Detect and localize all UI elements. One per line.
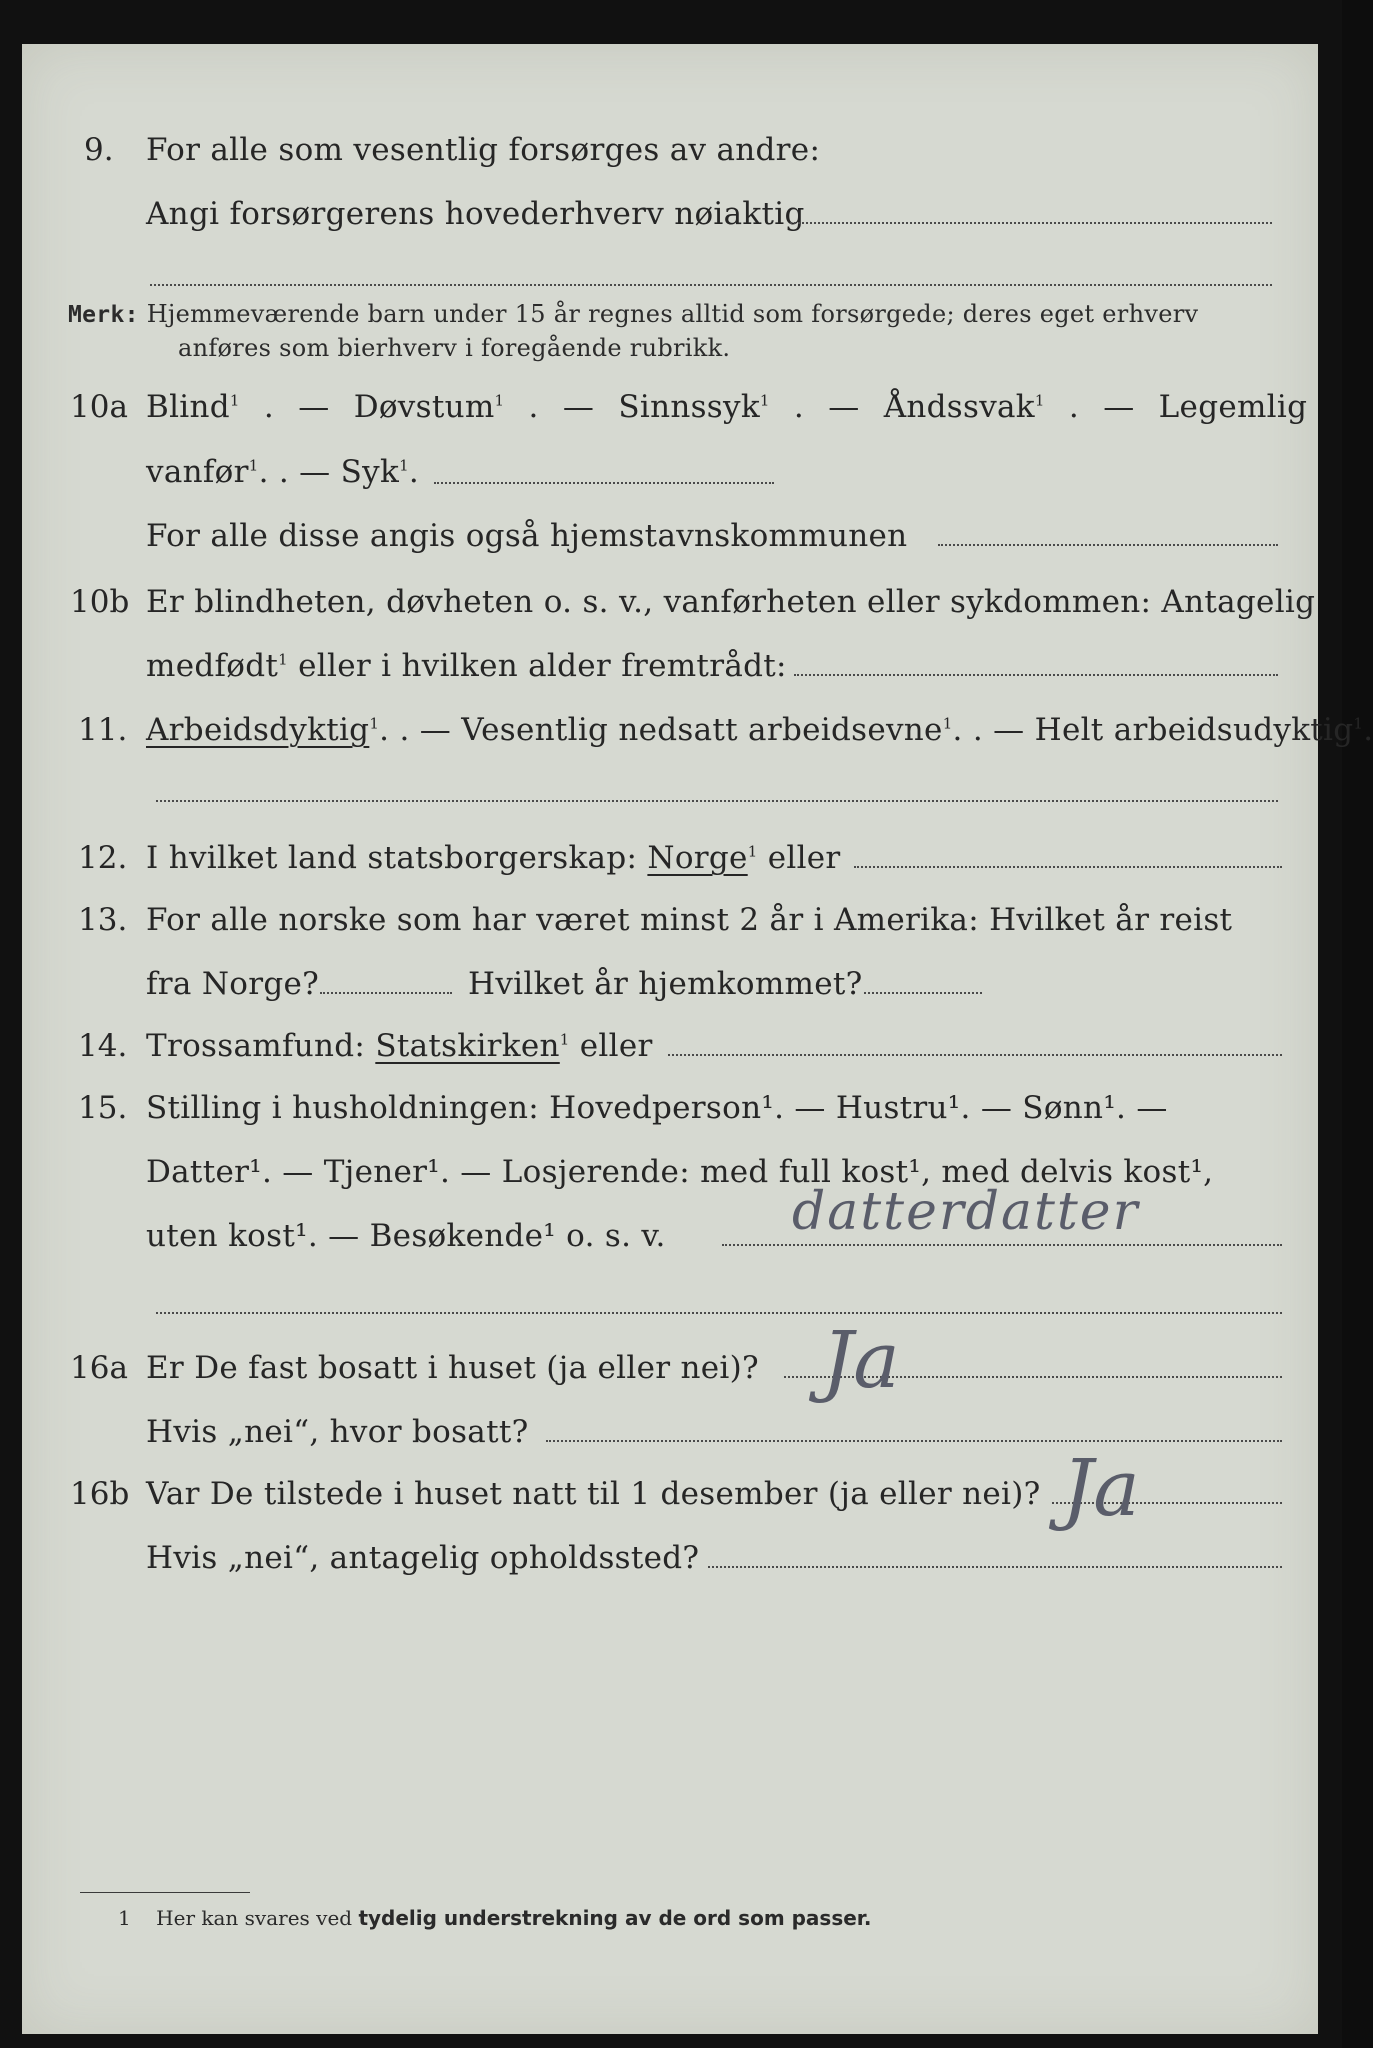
fn-mark: 1	[278, 650, 288, 669]
q10a-dash: . —	[528, 389, 595, 425]
fn-mark: 1	[248, 456, 259, 475]
q11-answer-line[interactable]	[156, 800, 1278, 802]
footnote-text-bold: tydelig understrekning av de ord som passer.	[358, 1906, 872, 1930]
q11-number: 11.	[78, 712, 128, 748]
q16a-text-1: Er De fast bosatt i huset (ja eller nei)?	[146, 1350, 759, 1386]
q10a-dash: . —	[793, 389, 860, 425]
q11-nedsatt[interactable]: Vesentlig nedsatt arbeidsevne	[461, 712, 943, 748]
q14-eller: eller	[579, 1028, 653, 1064]
q16a-text-2: Hvis „nei“, hvor bosatt?	[146, 1414, 529, 1450]
q13-hjemkommet-line[interactable]	[864, 992, 982, 994]
footnote-rule	[80, 1892, 250, 1893]
q10a-sinnssyk[interactable]: Sinnssyk	[618, 389, 760, 425]
q11-text: Arbeidsdyktig$^1$. . — Vesentlig nedsatt arbeidsevne$^1$. . — Helt arbeidsudyktig$^1$.	[146, 712, 1373, 748]
q10b-medfodt[interactable]: medfødt	[146, 648, 279, 684]
footnote-text: Her kan svares ved	[156, 1906, 353, 1930]
q16b-text-1: Var De tilstede i huset natt til 1 desember (ja eller nei)?	[146, 1476, 1041, 1512]
q13-text-3: Hvilket år hjemkommet?	[468, 966, 863, 1002]
q16a-bosatt-line[interactable]	[546, 1440, 1282, 1442]
q11-dash: . —	[972, 712, 1025, 748]
q15-answer-line[interactable]	[722, 1244, 1282, 1246]
fn-mark: 1	[494, 391, 505, 410]
merk-note	[68, 300, 1198, 328]
q12-norge-underlined[interactable]: Norge	[647, 840, 748, 876]
footnote	[118, 1906, 871, 1930]
q16a-handwritten-answer: Ja	[822, 1316, 900, 1406]
q10a-dovstum[interactable]: Døvstum	[353, 389, 495, 425]
merk-label: Merk:	[68, 302, 139, 328]
q15-text-3: uten kost¹. — Besøkende¹ o. s. v.	[146, 1218, 666, 1254]
q16b-handwritten-answer: Ja	[1062, 1444, 1140, 1534]
q11-arbeidsdyktig-underlined[interactable]: Arbeidsdyktig	[146, 712, 370, 748]
q14-question: Trossamfund:	[146, 1028, 366, 1064]
q10a-vanfor[interactable]: vanfør	[146, 454, 249, 490]
q13-reist-line[interactable]	[320, 992, 452, 994]
q10a-line-2: vanfør$^1$. . — Syk$^1$.	[146, 454, 420, 490]
q12-answer-line[interactable]	[854, 866, 1282, 868]
q10a-legemlig[interactable]: Legemlig	[1158, 389, 1308, 425]
q10a-line-3: For alle disse angis også hjemstavnskommunen	[146, 518, 908, 554]
q16b-opphold-line[interactable]	[708, 1566, 1282, 1568]
q9-answer-line-2[interactable]	[150, 284, 1272, 286]
q9-text-2: Angi forsørgerens hovederhverv nøiaktig	[146, 196, 805, 232]
merk-text-1: Hjemmeværende barn under 15 år regnes alltid som forsørgede; deres eget erhverv	[146, 300, 1199, 328]
form-page	[22, 44, 1373, 2034]
q10a-syk[interactable]: Syk	[340, 454, 400, 490]
q9-text-1: For alle som vesentlig forsørges av andre:	[146, 132, 821, 168]
q9-answer-line[interactable]	[790, 222, 1272, 224]
q10b-text-2	[146, 648, 787, 684]
fn-mark: 1	[399, 456, 409, 475]
fn-mark: 1	[747, 842, 758, 861]
q16b-text-2: Hvis „nei“, antagelig opholdssted?	[146, 1540, 700, 1576]
q9-number: 9.	[84, 132, 114, 168]
q14-number: 14.	[78, 1028, 128, 1064]
fn-mark: 1	[369, 714, 380, 733]
fn-mark: 1	[1034, 391, 1045, 410]
q10a-number: 10a	[70, 389, 128, 425]
q10a-dash: . —	[1068, 389, 1135, 425]
q12-text	[146, 840, 841, 876]
q10b-alder: eller i hvilken alder fremtrådt:	[298, 648, 787, 684]
q14-answer-line[interactable]	[668, 1054, 1282, 1056]
q11-dash: . —	[399, 712, 452, 748]
q12-number: 12.	[78, 840, 128, 876]
q16b-number: 16b	[70, 1476, 130, 1512]
fn-mark: 1	[759, 391, 770, 410]
q10a-kommune-line[interactable]	[938, 544, 1278, 546]
q13-text-1: For alle norske som har været minst 2 år i Amerika: Hvilket år reist	[146, 902, 1233, 938]
q10a-dash: . —	[263, 389, 330, 425]
q14-statskirken-underlined[interactable]: Statskirken	[375, 1028, 560, 1064]
q13-text-2: fra Norge?	[146, 966, 320, 1002]
q10b-text-1: Er blindheten, døvheten o. s. v., vanførheten eller sykdommen: Antagelig	[146, 584, 1316, 620]
q16a-number: 16a	[70, 1350, 128, 1386]
footnote-mark: 1	[118, 1906, 131, 1930]
q13-number: 13.	[78, 902, 128, 938]
q15-text-1: Stilling i husholdningen: Hovedperson¹. — Hustru¹. — Sønn¹. —	[146, 1090, 1168, 1126]
fn-mark: 1	[229, 391, 240, 410]
q10a-blind[interactable]: Blind	[146, 389, 230, 425]
q10a-dash: . —	[278, 454, 331, 490]
q15-number: 15.	[78, 1090, 128, 1126]
fn-mark: 1	[942, 714, 953, 733]
fn-mark: 1	[1353, 714, 1364, 733]
q11-udyktig[interactable]: Helt arbeidsudyktig	[1034, 712, 1354, 748]
q15-text-2: Datter¹. — Tjener¹. — Losjerende: med full kost¹, med delvis kost¹,	[146, 1154, 1214, 1190]
q10a-answer-line[interactable]	[434, 482, 774, 484]
q10b-number: 10b	[70, 584, 130, 620]
q10b-answer-line[interactable]	[794, 674, 1278, 676]
q10a-line-1	[146, 389, 1307, 425]
q10a-andssvak[interactable]: Åndssvak	[883, 389, 1035, 425]
q14-text	[146, 1028, 653, 1064]
fn-mark: 1	[559, 1030, 570, 1049]
q15-answer-line-2[interactable]	[156, 1312, 1282, 1314]
q15-handwritten-answer: datterdatter	[792, 1182, 1140, 1242]
merk-text-2: anføres som bierhverv i foregående rubrikk.	[178, 334, 731, 362]
q12-eller: eller	[767, 840, 841, 876]
q12-question: I hvilket land statsborgerskap:	[146, 840, 638, 876]
